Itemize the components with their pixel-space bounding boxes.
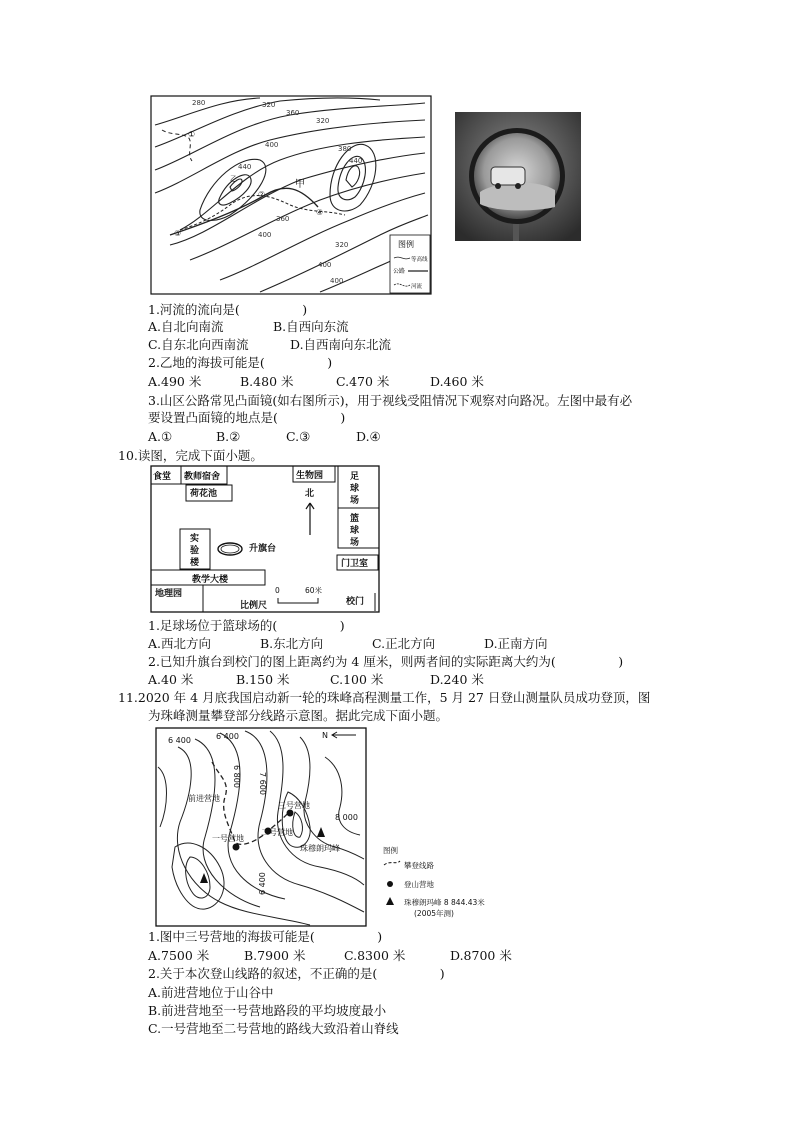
- camp-3-marker: [287, 810, 294, 817]
- contour-6400-b: 6 400: [216, 732, 239, 741]
- place-yi: 乙: [230, 175, 237, 183]
- q11-option-a: A.前进营地位于山谷中: [148, 985, 274, 1000]
- q11-legend: [383, 845, 485, 918]
- contour-label: 320: [335, 241, 349, 249]
- everest-route-map: [150, 727, 485, 929]
- contour-6400-c: 6 400: [258, 872, 267, 895]
- school-map: [150, 465, 380, 613]
- contour-6400-a: 6 400: [168, 736, 191, 745]
- contour-label: 400: [318, 261, 332, 269]
- q10-s1-options: [148, 636, 628, 652]
- label-bio: 生物园: [296, 471, 324, 481]
- option-b: B.150 米: [236, 672, 290, 687]
- label-camp-2: 二号营地: [261, 828, 293, 837]
- q10-stem: 10.读图，完成下面小题。: [118, 448, 263, 463]
- place-jia: 甲: [295, 179, 305, 190]
- q10-s1: 1.足球场位于篮球场的( ): [148, 618, 345, 633]
- contour-label: 380: [338, 145, 352, 153]
- q9-s1-options: [148, 319, 548, 335]
- label-flag: 升旗台: [249, 544, 277, 554]
- option-c: C.自东北向西南流: [148, 337, 249, 352]
- option-a: A.①: [148, 429, 173, 444]
- legend-peak: 珠穆朗玛峰 8 844.43米: [404, 898, 485, 907]
- contour-label: 400: [330, 277, 344, 285]
- legend-road: 公路: [393, 268, 406, 275]
- option-b: B.②: [216, 429, 241, 444]
- contour-label: 280: [192, 99, 206, 107]
- label-scale: 比例尺: [240, 601, 268, 611]
- scale-zero: 0: [275, 586, 280, 595]
- option-c: C.470 米: [336, 374, 390, 389]
- q11-option-b: B.前进营地至一号营地路段的平均坡度最小: [148, 1003, 387, 1018]
- contour-label: 320: [316, 117, 330, 125]
- option-a: A.自北向南流: [148, 319, 224, 334]
- option-d: D.自西南向东北流: [290, 337, 392, 352]
- option-d: D.8700 米: [450, 948, 512, 963]
- north-label: N: [322, 731, 328, 740]
- option-b: B.7900 米: [244, 948, 306, 963]
- scale-60m: 60米: [305, 586, 323, 595]
- contour-map: [150, 95, 432, 295]
- label-camp-1: 一号营地: [212, 834, 244, 843]
- point-2: ②: [258, 190, 266, 199]
- contour-6800: 6 800: [232, 765, 241, 788]
- contour-7600: 7 600: [258, 772, 267, 795]
- legend-river: 河流: [411, 284, 423, 290]
- legend-title: 图例: [383, 846, 398, 855]
- contour-label: 360: [276, 215, 290, 223]
- label-guard: 门卫室: [341, 559, 369, 569]
- label-advance-camp: 前进营地: [188, 794, 220, 803]
- q9-s3-options: [148, 429, 448, 445]
- contour-8000: 8 000: [335, 813, 358, 822]
- option-c: C.正北方向: [372, 636, 436, 651]
- q10-s2-options: [148, 672, 548, 688]
- label-football: 足球场: [350, 472, 360, 506]
- map1-legend: [390, 235, 430, 293]
- contour-label: 440: [349, 157, 363, 165]
- q9-s3b: 要设置凸面镜的地点是( ): [148, 410, 346, 425]
- option-a: A.西北方向: [148, 636, 212, 651]
- label-peak: 珠穆朗玛峰: [300, 844, 340, 853]
- q9-s1: 1.河流的流向是( ): [148, 302, 308, 317]
- label-north: 北: [305, 489, 315, 499]
- q11-option-c: C.一号营地至二号营地的路线大致沿着山脊线: [148, 1021, 399, 1036]
- option-a: A.40 米: [148, 672, 194, 687]
- contour-label: 440: [238, 163, 252, 171]
- option-c: C.100 米: [330, 672, 384, 687]
- label-dorm: 教师宿舍: [184, 472, 221, 482]
- q11-s2: 2.关于本次登山线路的叙述，不正确的是( ): [148, 966, 445, 981]
- option-b: B.480 米: [240, 374, 294, 389]
- legend-route: 攀登线路: [404, 861, 434, 870]
- label-lotus: 荷花池: [190, 489, 218, 499]
- q9-s1-options-2: [148, 337, 548, 353]
- point-4: ④: [316, 208, 324, 217]
- label-gate: 校门: [346, 597, 365, 607]
- point-1: ①: [188, 130, 196, 139]
- option-a: A.490 米: [148, 374, 202, 389]
- q9-s2: 2.乙地的海拔可能是( ): [148, 355, 333, 370]
- q11-stem-1: 11.2020 年 4 月底我国启动新一轮的珠峰高程测量工作，5 月 27 日登山测量队员成功登顶，图: [118, 690, 651, 705]
- convex-mirror-photo: [455, 112, 581, 241]
- label-canteen: 食堂: [153, 472, 172, 482]
- q11-s1-options: [148, 948, 568, 964]
- label-basketball: 篮球场: [350, 514, 360, 548]
- camp-1-marker: [233, 844, 240, 851]
- q9-s2-options: [148, 374, 548, 390]
- option-c: C.8300 米: [344, 948, 406, 963]
- legend-camp: 登山营地: [404, 880, 434, 889]
- point-3: ③: [174, 229, 182, 238]
- option-d: D.④: [356, 429, 381, 444]
- legend-peak-year: (2005年测): [414, 909, 454, 918]
- q11-stem-2: 为珠峰测量攀登部分线路示意图。据此完成下面小题。: [148, 708, 449, 723]
- option-d: D.240 米: [430, 672, 484, 687]
- label-teach: 教学大楼: [192, 575, 229, 585]
- option-a: A.7500 米: [148, 948, 210, 963]
- q9-s3: 3.山区公路常见凸面镜(如右图所示)，用于视线受阻情况下观察对向路况。左图中最有必: [148, 393, 633, 408]
- contour-label: 360: [286, 109, 300, 117]
- contour-label: 320: [262, 101, 276, 109]
- option-c: C.③: [286, 429, 311, 444]
- option-d: D.460 米: [430, 374, 484, 389]
- legend-contour: 等高线: [411, 257, 428, 263]
- contour-label: 400: [258, 231, 272, 239]
- q10-s2: 2.已知升旗台到校门的图上距离约为 4 厘米，则两者间的实际距离大约为( ): [148, 654, 624, 669]
- label-camp-3: 三号营地: [278, 801, 310, 810]
- label-geo: 地理园: [155, 589, 183, 599]
- contour-label: 400: [265, 141, 279, 149]
- option-d: D.正南方向: [484, 636, 548, 651]
- legend-title: 图例: [398, 240, 414, 249]
- option-b: B.自西向东流: [273, 319, 349, 334]
- label-lab: 实验楼: [190, 534, 200, 568]
- q11-s1: 1.图中三号营地的海拔可能是( ): [148, 929, 383, 944]
- option-b: B.东北方向: [260, 636, 324, 651]
